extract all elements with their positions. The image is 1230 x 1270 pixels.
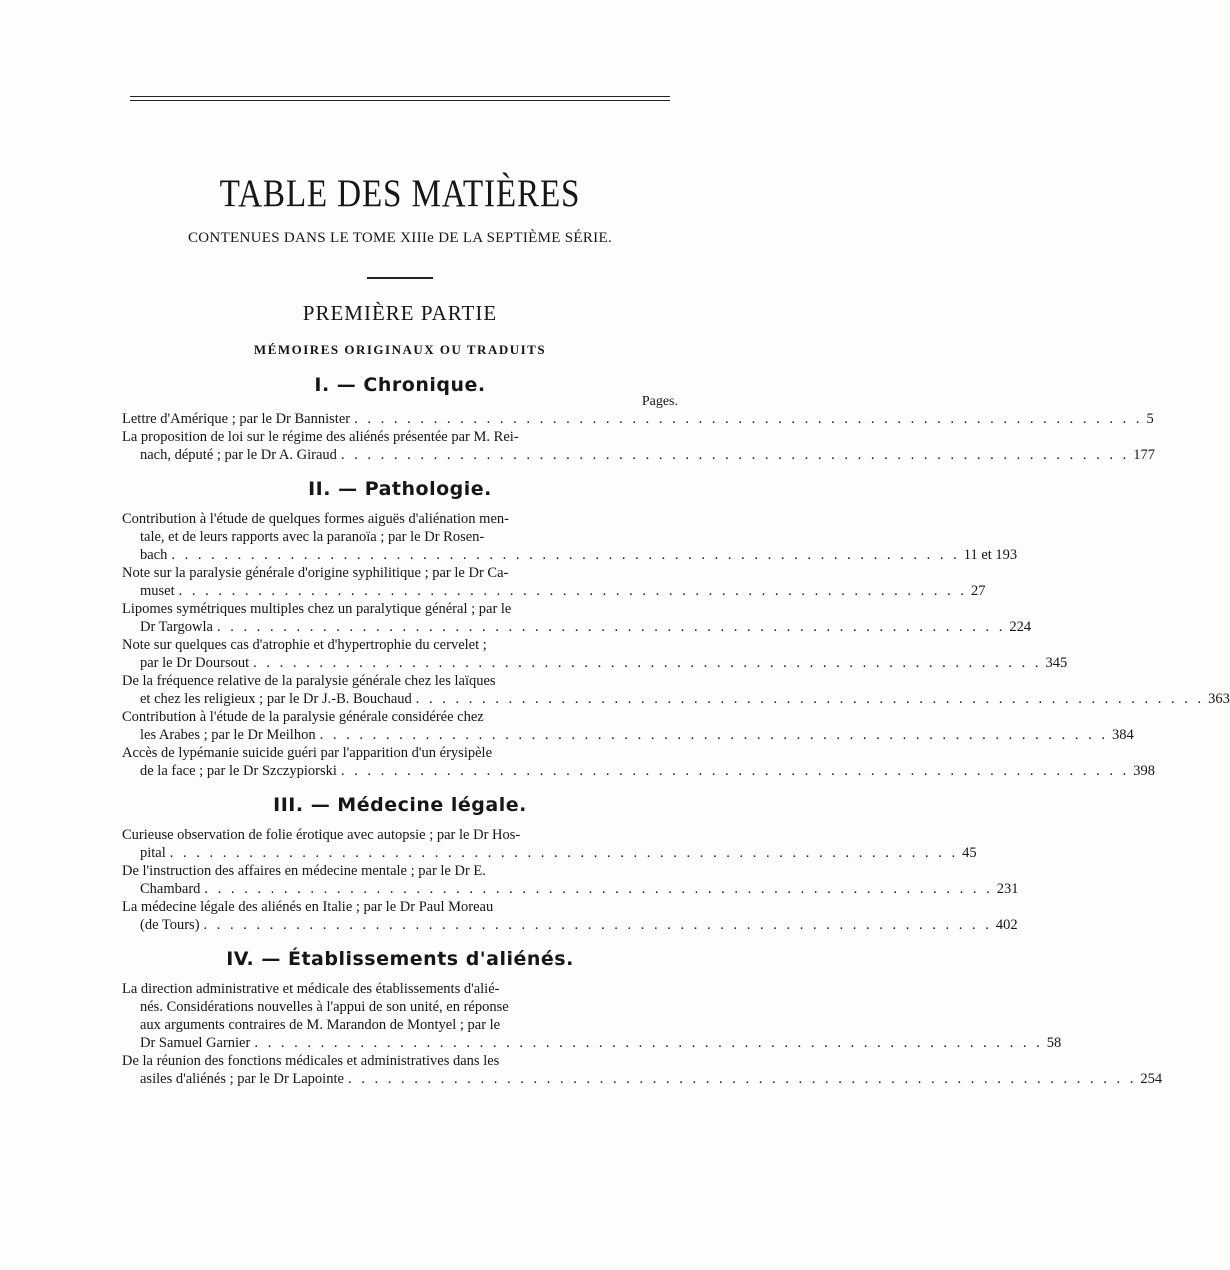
leader-dots: . . . . . . . . . . . . . . . . . . . . . . . . . . . . . . . . . . . . . . . . . . . . . . . . . . . . . . . . . . . .	[203, 917, 992, 933]
page-number: 384	[1111, 727, 1134, 743]
leader-dots: . . . . . . . . . . . . . . . . . . . . . . . . . . . . . . . . . . . . . . . . . . . . . . . . . . . . . . . . . . . .	[204, 881, 993, 897]
toc-entry[interactable]	[122, 898, 1018, 934]
entry-line	[122, 582, 986, 600]
page-number: 231	[996, 881, 1019, 897]
entry-line: Note sur quelques cas d'atrophie et d'hypertrophie du cervelet ;	[122, 637, 487, 653]
section-entries	[122, 826, 1019, 934]
entry-text: bach	[140, 547, 168, 563]
page-subtitle: CONTENUES DANS LE TOME XIIIe DE LA SEPTIÈME SÉRIE.	[187, 230, 612, 246]
entry-line	[122, 1034, 1062, 1052]
entry-line: La médecine légale des aliénés en Italie ; par le Dr Paul Moreau	[122, 899, 494, 915]
entry-text: Chambard	[140, 881, 201, 897]
toc-entry[interactable]	[122, 636, 1068, 672]
page-number: 58	[1046, 1035, 1062, 1051]
entry-line	[122, 410, 1154, 428]
toc-page	[122, 96, 1230, 1088]
entry-line	[122, 654, 1068, 672]
entry-text: Dr Samuel Garnier	[140, 1035, 251, 1051]
entry-line	[122, 916, 1018, 934]
entry-text: asiles d'aliénés ; par le Dr Lapointe	[140, 1071, 344, 1087]
page-number: 11 et 193	[963, 547, 1018, 563]
entry-text: de la face ; par le Dr Szczypiorski	[140, 763, 337, 779]
entry-line: Accès de lypémanie suicide guéri par l'apparition d'un érysipèle	[122, 745, 493, 761]
separator	[367, 277, 433, 279]
entry-line: De la réunion des fonctions médicales et administratives dans les	[122, 1053, 500, 1069]
entry-line: Contribution à l'étude de la paralysie générale considérée chez	[122, 709, 484, 725]
section-heading: II. — Pathologie.	[308, 478, 492, 500]
top-rule	[130, 96, 670, 101]
entry-line: tale, et de leurs rapports avec la paranoïa ; par le Dr Rosen-	[140, 529, 485, 545]
page-number: 45	[962, 845, 977, 861]
entry-text: (de Tours)	[140, 917, 200, 933]
entry-line: aux arguments contraires de M. Marandon de Montyel ; par le	[140, 1017, 501, 1033]
leader-dots: . . . . . . . . . . . . . . . . . . . . . . . . . . . . . . . . . . . . . . . . . . . . . . . . . . . . . . . . . . . .	[340, 763, 1130, 779]
toc-entry[interactable]	[122, 410, 1154, 428]
entry-line	[122, 880, 1019, 898]
leader-dots: . . . . . . . . . . . . . . . . . . . . . . . . . . . . . . . . . . . . . . . . . . . . . . . . . . . . . . . . . . . .	[319, 727, 1108, 743]
toc-entry[interactable]	[122, 564, 986, 600]
page-number: 398	[1133, 763, 1155, 779]
page-number: 177	[1133, 447, 1156, 463]
entry-line: Contribution à l'étude de quelques formes aiguës d'aliénation men-	[122, 511, 509, 527]
section-entries	[122, 980, 1163, 1088]
leader-dots: . . . . . . . . . . . . . . . . . . . . . . . . . . . . . . . . . . . . . . . . . . . . . . . . . . . . . . . . . . . .	[347, 1071, 1137, 1087]
entry-text: et chez les religieux ; par le Dr J.-B. Bouchaud	[140, 691, 412, 707]
part-subtitle: MÉMOIRES ORIGINAUX OU TRADUITS	[253, 342, 547, 357]
entry-line: Note sur la paralysie générale d'origine syphilitique ; par le Dr Ca-	[122, 565, 509, 581]
entry-text: pital	[140, 845, 166, 861]
entry-line	[122, 1070, 1163, 1088]
toc-entry[interactable]	[122, 510, 1018, 564]
entry-line	[122, 618, 1032, 636]
toc-entry[interactable]	[122, 862, 1019, 898]
section-entries	[122, 410, 1156, 464]
leader-dots: . . . . . . . . . . . . . . . . . . . . . . . . . . . . . . . . . . . . . . . . . . . . . . . . . . . . . . . . . . . .	[253, 655, 1042, 671]
leader-dots: . . . . . . . . . . . . . . . . . . . . . . . . . . . . . . . . . . . . . . . . . . . . . . . . . . . . . . . . . . . .	[415, 691, 1205, 707]
page-number: 27	[971, 583, 986, 599]
section-heading: III. — Médecine légale.	[273, 794, 527, 816]
toc-body	[122, 374, 1230, 1088]
entry-line	[122, 546, 1018, 564]
leader-dots: . . . . . . . . . . . . . . . . . . . . . . . . . . . . . . . . . . . . . . . . . . . . . . . . . . . . . . . . . . . .	[169, 845, 959, 861]
entry-text: Lettre d'Amérique ; par le Dr Bannister	[122, 411, 351, 427]
section-heading: I. — Chronique.	[314, 374, 486, 396]
entry-text: par le Dr Doursout	[140, 655, 250, 671]
entry-text: nach, député ; par le Dr A. Giraud	[140, 447, 337, 463]
pages-column-label: Pages.	[641, 394, 678, 409]
entry-line: Lipomes symétriques multiples chez un paralytique général ; par le	[122, 601, 512, 617]
entry-line	[122, 726, 1134, 744]
entry-line: Curieuse observation de folie érotique avec autopsie ; par le Dr Hos-	[122, 827, 521, 843]
entry-line	[122, 690, 1230, 708]
entry-line: De la fréquence relative de la paralysie générale chez les laïques	[122, 673, 496, 689]
page-number: 345	[1045, 655, 1068, 671]
page-number: 5	[1146, 411, 1154, 427]
toc-entry[interactable]	[122, 980, 1062, 1052]
entry-text: les Arabes ; par le Dr Meilhon	[140, 727, 316, 743]
toc-entry[interactable]	[122, 1052, 1163, 1088]
toc-entry[interactable]	[122, 428, 1156, 464]
entry-line: De l'instruction des affaires en médecine mentale ; par le Dr E.	[122, 863, 486, 879]
leader-dots: . . . . . . . . . . . . . . . . . . . . . . . . . . . . . . . . . . . . . . . . . . . . . . . . . . . . . . . . . . . .	[254, 1035, 1043, 1051]
leader-dots: . . . . . . . . . . . . . . . . . . . . . . . . . . . . . . . . . . . . . . . . . . . . . . . . . . . . . . . . . . . .	[216, 619, 1006, 635]
leader-dots: . . . . . . . . . . . . . . . . . . . . . . . . . . . . . . . . . . . . . . . . . . . . . . . . . . . . . . . . . . . .	[178, 583, 968, 599]
entry-line	[122, 762, 1155, 780]
toc-entry[interactable]	[122, 708, 1134, 744]
page-number: 254	[1140, 1071, 1163, 1087]
part-title: PREMIÈRE PARTIE	[302, 301, 498, 325]
entry-line	[122, 446, 1156, 464]
section-entries	[122, 510, 1230, 780]
section-heading: IV. — Établissements d'aliénés.	[226, 948, 574, 970]
toc-entry[interactable]	[122, 744, 1155, 780]
page-title: TABLE DES MATIÈRES	[219, 172, 581, 215]
page-number: 224	[1009, 619, 1032, 635]
page-number: 402	[995, 917, 1018, 933]
page-number: 363	[1208, 691, 1230, 707]
toc-entry[interactable]	[122, 600, 1032, 636]
leader-dots: . . . . . . . . . . . . . . . . . . . . . . . . . . . . . . . . . . . . . . . . . . . . . . . . . . . . . . . . . . . .	[171, 547, 960, 563]
leader-dots: . . . . . . . . . . . . . . . . . . . . . . . . . . . . . . . . . . . . . . . . . . . . . . . . . . . . . . . . . . . .	[340, 447, 1130, 463]
entry-text: muset	[140, 583, 175, 599]
entry-line: nés. Considérations nouvelles à l'appui de son unité, en réponse	[140, 999, 509, 1015]
leader-dots: . . . . . . . . . . . . . . . . . . . . . . . . . . . . . . . . . . . . . . . . . . . . . . . . . . . . . . . . . . . .	[354, 411, 1143, 427]
toc-entry[interactable]	[122, 672, 1230, 708]
entry-line	[122, 844, 977, 862]
entry-line: La direction administrative et médicale des établissements d'alié-	[122, 981, 500, 997]
toc-entry[interactable]	[122, 826, 977, 862]
entry-line: La proposition de loi sur le régime des aliénés présentée par M. Rei-	[122, 429, 519, 445]
entry-text: Dr Targowla	[140, 619, 213, 635]
